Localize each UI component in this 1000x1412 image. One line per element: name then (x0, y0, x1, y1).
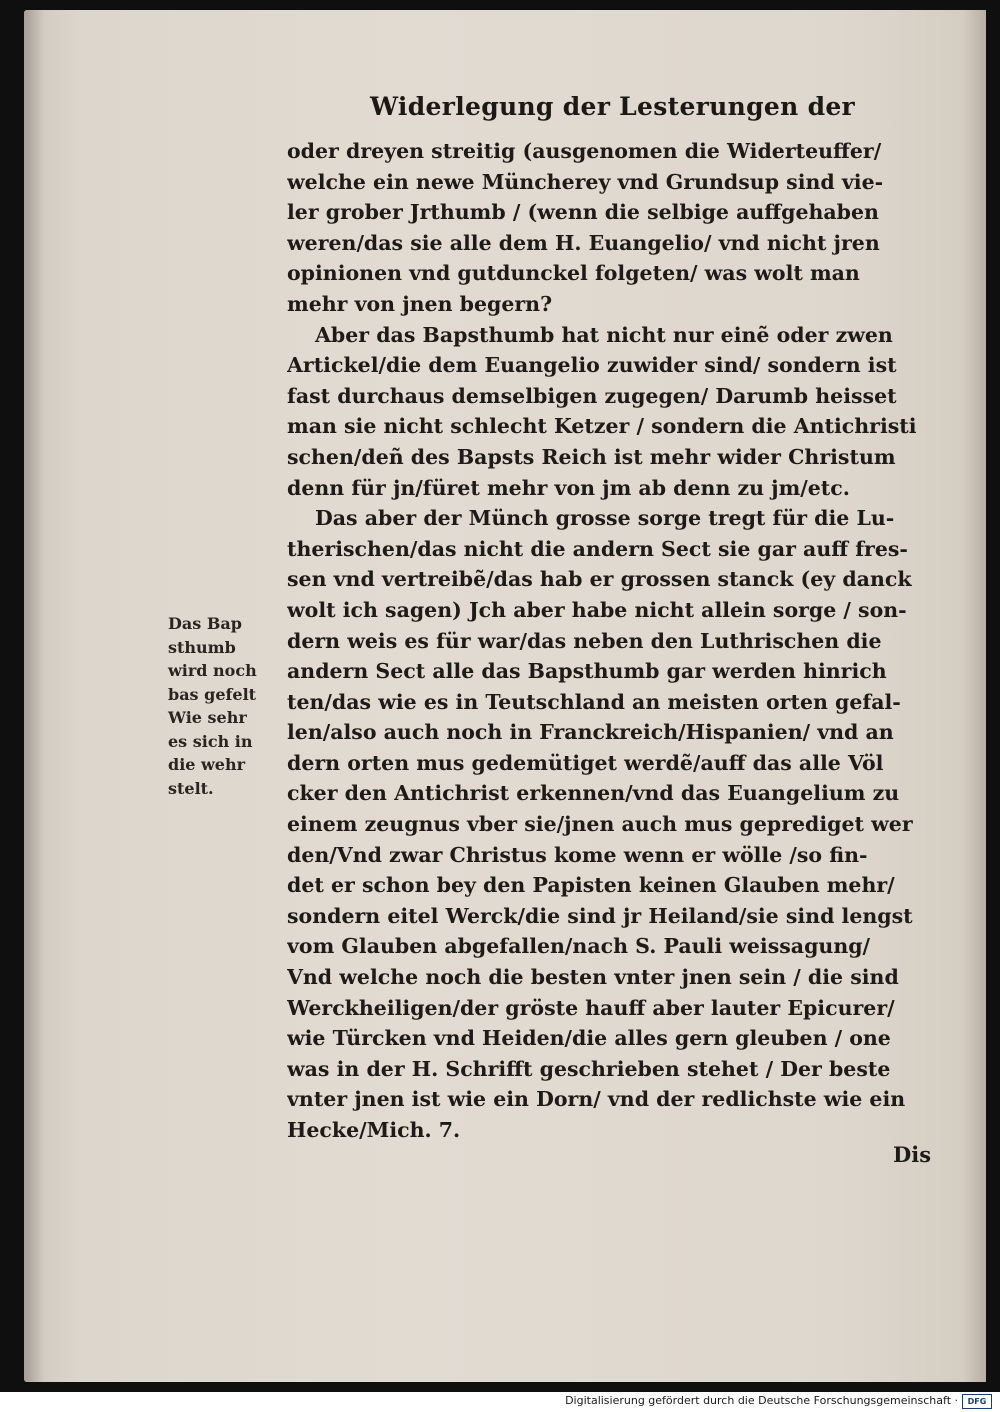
text-line: len/also auch noch in Franckreich/Hispanien/ vnd an (287, 720, 894, 745)
text-line: wie Türcken vnd Heiden/die alles gern gleuben / one (287, 1026, 891, 1051)
text-line: Aber das Bapsthumb hat nicht nur einẽ oder zwen (315, 322, 893, 347)
catchword: Dis (893, 1142, 932, 1167)
text-line: mehr von jnen begern? (287, 291, 553, 316)
text-line: wolt ich sagen) Jch aber habe nicht allein sorge / son- (287, 597, 907, 622)
text-line: welche ein newe Müncherey vnd Grundsup sind vie- (287, 169, 884, 194)
text-line: weren/das sie alle dem H. Euangelio/ vnd nicht jren (287, 230, 880, 255)
marginal-note-line: wird noch (168, 661, 257, 680)
text-line: fast durchaus demselbigen zugegen/ Darumb heisset (287, 383, 897, 408)
footer-bar (0, 1392, 1000, 1412)
text-line: dern orten mus gedemütiget werdẽ/auff das alle Völ (287, 750, 884, 775)
text-line: oder dreyen streitig (ausgenomen die Widerteuffer/ (287, 139, 882, 163)
marginal-note-line: Wie sehr (168, 708, 247, 727)
text-line: was in der H. Schrifft geschrieben stehet / Der beste (287, 1056, 891, 1081)
text-line: den/Vnd zwar Christus kome wenn er wölle /so fin- (287, 842, 868, 867)
marginal-note-line: die wehr (168, 755, 246, 774)
text-line: sondern eitel Werck/die sind jr Heiland/sie sind lengst (287, 903, 913, 928)
text-line: Werckheiligen/der gröste hauff aber lauter Epicurer/ (287, 995, 895, 1020)
text-line: therischen/das nicht die andern Sect sie gar auff fres- (287, 536, 908, 561)
marginal-note-line: bas gefelt (168, 684, 257, 704)
text-line: Das aber der Münch grosse sorge tregt für die Lu- (315, 506, 895, 531)
text-line: Vnd welche noch die besten vnter jnen sein / die sind (287, 965, 899, 990)
text-line: sen vnd vertreibẽ/das hab er grossen stanck (ey danck (287, 567, 912, 592)
marginal-note-line: stelt. (168, 778, 214, 798)
text-line: denn für jn/füret mehr von jm ab denn zu jm/etc. (287, 475, 850, 500)
marginal-note-line: Das Bap (168, 614, 242, 633)
text-line: det er schon bey den Papisten keinen Glauben mehr/ (287, 873, 895, 898)
page-fore-edge (962, 10, 986, 1382)
text-line: andern Sect alle das Bapsthumb gar werden hinrich (287, 659, 887, 684)
marginal-note-line: sthumb (168, 637, 236, 657)
text-line: opinionen vnd gutdunckel folgeten/ was wolt man (287, 261, 860, 286)
text-line: schen/deñ des Bapsts Reich ist mehr wider Christum (287, 444, 896, 469)
marginal-note-line: es sich in (168, 731, 253, 751)
text-line: man sie nicht schlecht Ketzer / sondern die Antichristi (287, 414, 917, 439)
text-line: cker den Antichrist erkennen/vnd das Euangelium zu (287, 781, 900, 806)
dfg-logo: DFG (962, 1394, 992, 1409)
running-head: Widerlegung der Lesterungen der (370, 92, 856, 121)
text-line: vom Glauben abgefallen/nach S. Pauli weissagung/ (287, 934, 871, 959)
text-line: dern weis es für war/das neben den Luthrischen die (287, 628, 882, 653)
text-line: Artickel/die dem Euangelio zuwider sind/ sondern ist (287, 353, 897, 378)
body-text (287, 136, 947, 1146)
text-line: einem zeugnus vber sie/jnen auch mus geprediget wer (287, 812, 913, 837)
funding-notice: Digitalisierung gefördert durch die Deutsche Forschungsgemeinschaft · (565, 1394, 958, 1407)
text-line: ten/das wie es in Teutschland an meisten orten gefal- (287, 689, 901, 714)
text-line: ler grober Jrthumb / (wenn die selbige auffgehaben (287, 200, 879, 225)
text-line: vnter jnen ist wie ein Dorn/ vnd der redlichste wie ein (287, 1087, 906, 1112)
text-line: Hecke/Mich. 7. (287, 1118, 461, 1142)
page-gutter-shadow (24, 10, 44, 1382)
marginal-note (168, 612, 280, 800)
